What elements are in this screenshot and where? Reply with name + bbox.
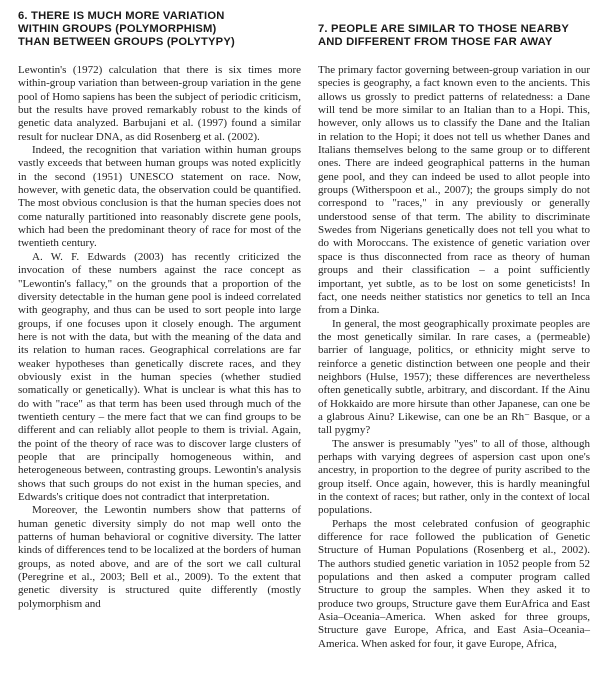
- paragraph: In general, the most geographically proximate peoples are the most genetically similar. In rare cases, a (permeable) barrier of language, politics, or ethnicity might serve to reinforce a genetic distinction between one people and their neighbors (Hulse, 1957); these differences are nevertheless often genetically subtle, arbitrary, and discordant. If the Ainu of Hokkaido are more hirsute than other Japanese, can one be a glabrous Ainu? Likewise, can one be an Rh⁻ Basque, or a tall pygmy?: [318, 317, 590, 437]
- paragraph: Lewontin's (1972) calculation that there is six times more within-group variation than between-group variation in the gene pool of Homo sapiens has been the subject of periodic criticism, but the results have proved remarkably robust to the kinds of genetic data analyzed. Barbujani et al. (1997) found a similar result for nuclear DNA, as did Rosenberg et al. (2002).: [18, 64, 301, 143]
- right-column: [318, 10, 590, 651]
- paragraph: Indeed, the recognition that variation within human groups vastly exceeds that between human groups was noted explicitly in the second (1951) UNESCO statement on race. Now, however, with genetic data, the observation could be quantified. The most obvious conclusion is that the human species does not come naturally partitioned into reasonably discrete gene pools, which had been the predominant theory of race for most of the twentieth century.: [18, 144, 301, 250]
- section-7-heading: [318, 10, 590, 54]
- section-7-body: [318, 64, 590, 651]
- paragraph: Perhaps the most celebrated confusion of geographic difference for race followed the publication of Genetic Structure of Human Populations (Rosenberg et al., 2002). The authors studied genetic variation in 1052 people from 52 populations and then asked a computer program called Structure to group the samples. When they asked it to produce two groups, Structure gave them EurAfrica and East Asia–Oceania–America. When asked for three groups, Structure gave Europe, Africa, and East Asia–Oceania–America. When asked for four, it gave Europe, Africa,: [318, 517, 590, 650]
- heading-line: 6. THERE IS MUCH MORE VARIATION: [18, 10, 225, 22]
- heading-line: WITHIN GROUPS (POLYMORPHISM): [18, 23, 217, 35]
- section-6-heading: [18, 10, 301, 54]
- heading-line: AND DIFFERENT FROM THOSE FAR AWAY: [318, 36, 553, 48]
- paragraph: The primary factor governing between-group variation in our species is geography, a fact known even to the ancients. This allows us grossly to predict patterns of relatedness: a Dane will tend be more similar to an Italian than to a Hopi. This, however, only allows us to classify the Dane and the Italian in relation to the Hopi; it does not tell us whether Danes and Italians themselves belong to the same group or to different ones. There are indeed geographical patterns in the human gene pool, and they can indeed be used to allot people into groups (Witherspoon et al., 2007); the groups simply do not correspond to "races," in any previously or generally understood sense of that term. The ability to discriminate Swedes from Nigerians genetically does not tell you what to do with Moroccans. The existence of genetic variation over space is thus disconnected from race as theory of human groups and their classification – a point sufficiently important, yet subtle, as to be lost on some geneticists! In fact, one needs neither statistics nor genetics to tell an Inca from a Dinka.: [318, 64, 590, 317]
- paragraph: A. W. F. Edwards (2003) has recently criticized the invocation of these numbers against the race concept as "Lewontin's fallacy," on the grounds that a proportion of the diversity detectable in the human gene pool is indeed correlated with geography, and thus can be used to sort people into large groups, if one focuses upon it closely enough. The argument here is not with the data, but with the meaning of the data and its relation to human races. Geographical correlations are far weaker hypotheses than genetically discrete races, and they obviously exist in the human species (whether studied somatically or genetically). What is unclear is what this has to do with "race" as that term has been used through much of the twentieth century – the mere fact that we can find groups to be different and can reliably allot people to them is trivial. Again, the point of the theory of race was to discover large clusters of people that are principally homogeneous within, and heterogeneous between, contrasting groups. Lewontin's analysis shows that such groups do not exist in the human species, and Edwards's critique does not contradict that interpretation.: [18, 250, 301, 503]
- heading-line: THAN BETWEEN GROUPS (POLYTYPY): [18, 36, 235, 48]
- heading-line: 7. PEOPLE ARE SIMILAR TO THOSE NEARBY: [318, 23, 570, 35]
- paragraph: Moreover, the Lewontin numbers show that patterns of human genetic diversity simply do not map well onto the patterns of human behavioral or cognitive diversity. The latter kinds of differences tend to be localized at the borders of human groups, as noted above, and are of the sort we call cultural (Peregrine et al., 2003; Bell et al., 2009). To the extent that genetic diversity is structured quite differently (mostly polymorphism and: [18, 504, 301, 610]
- left-column: [18, 10, 301, 611]
- section-6-body: [18, 64, 301, 611]
- paragraph: The answer is presumably "yes" to all of those, although perhaps with varying degrees of aspersion cast upon one's ancestry, in proportion to the degree of purity ascribed to the group itself. Once again, however, this is hardly meaningful in the context of races; but rather, only in the context of local populations.: [318, 437, 590, 517]
